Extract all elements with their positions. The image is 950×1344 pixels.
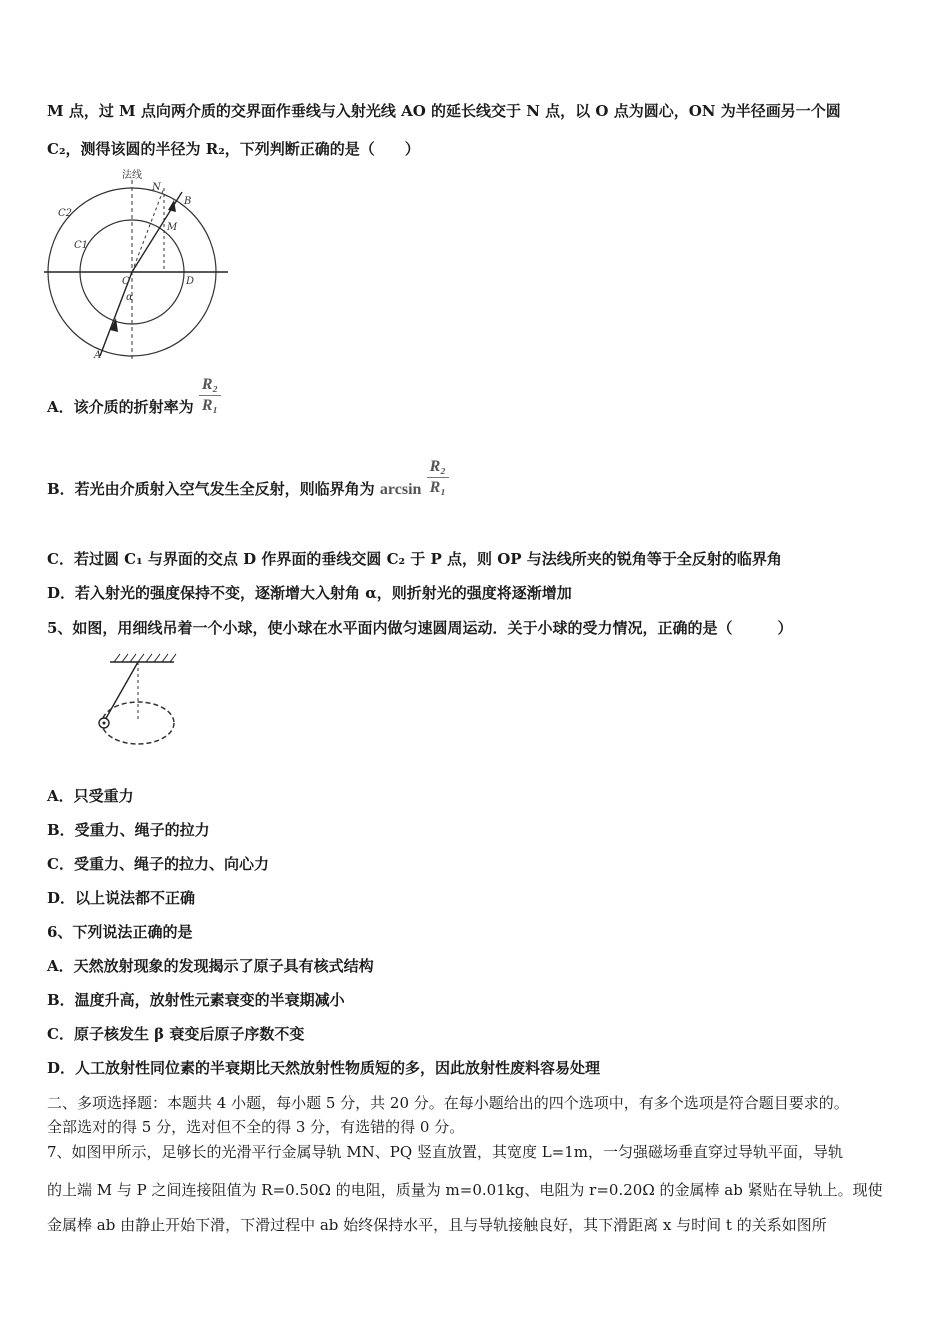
q4-option-d: D．若入射光的强度保持不变，逐渐增大入射角 α，则折射光的强度将逐渐增加	[47, 584, 572, 602]
label-m: M	[167, 222, 178, 233]
label-c2: C2	[58, 208, 73, 219]
q6-option-a: A．天然放射现象的发现揭示了原子具有核式结构	[47, 957, 374, 975]
fraction-r2-r1-b	[427, 457, 449, 498]
fraction-r2-r1	[199, 375, 221, 416]
fraction-denominator: R₁	[201, 396, 219, 414]
extension-line	[132, 188, 164, 272]
fraction-numerator: R₂	[199, 375, 221, 396]
conical-pendulum-figure	[84, 648, 214, 756]
q6-stem: 6、下列说法正确的是	[47, 923, 193, 941]
label-b: B	[184, 196, 192, 207]
label-d: D	[186, 276, 195, 287]
q5-stem: 5、如图，用细线吊着一个小球，使小球在水平面内做匀速圆周运动．关于小球的受力情况，正确的是（ ）	[47, 619, 793, 637]
label-a: A	[94, 350, 102, 361]
q5-option-c: C．受重力、绳子的拉力、向心力	[47, 855, 269, 873]
arcsin-label: arcsin	[379, 481, 422, 498]
fraction-numerator-b: R₂	[427, 457, 449, 478]
q7-line2: 的上端 M 与 P 之间连接阻值为 R=0.50Ω 的电阻，质量为 m=0.01kg、电阻为 r=0.20Ω 的金属棒 ab 紧贴在导轨上。现使	[47, 1181, 883, 1199]
label-n: N	[152, 182, 161, 193]
q4-stem-line1: M 点，过 M 点向两介质的交界面作垂线与入射光线 AO 的延长线交于 N 点，以 O 点为圆心，ON 为半径画另一个圆	[47, 102, 841, 120]
q4-option-b-text: B．若光由介质射入空气发生全反射，则临界角为	[47, 480, 375, 498]
string-line	[105, 662, 138, 720]
normal-label: 法线	[122, 170, 142, 181]
q4-option-a	[47, 375, 221, 418]
q4-option-c: C．若过圆 C₁ 与界面的交点 D 作界面的垂线交圆 C₂ 于 P 点，则 OP 与法线所夹的锐角等于全反射的临界角	[47, 550, 782, 568]
circular-path	[102, 702, 174, 744]
label-o: O	[122, 276, 131, 287]
q4-option-a-text: A．该介质的折射率为	[47, 398, 194, 416]
ball-center	[103, 722, 106, 725]
q5-option-b: B．受重力、绳子的拉力	[47, 821, 210, 839]
q7-line3: 金属棒 ab 由静止开始下滑，下滑过程中 ab 始终保持水平，且与导轨接触良好，其下滑距离 x 与时间 t 的关系如图所	[47, 1216, 827, 1234]
q6-option-c: C．原子核发生 β 衰变后原子序数不变	[47, 1025, 305, 1043]
section2-heading-line2: 全部选对的得 5 分，选对但不全的得 3 分，有选错的得 0 分。	[47, 1118, 465, 1136]
q6-option-d: D．人工放射性同位素的半衰期比天然放射性物质短的多，因此放射性废料容易处理	[47, 1059, 601, 1077]
section2-heading-line1: 二、多项选择题：本题共 4 小题，每小题 5 分，共 20 分。在每小题给出的四个选项中，有多个选项是符合题目要求的。	[47, 1094, 849, 1112]
ceiling-hatch	[114, 654, 176, 662]
label-alpha: α	[126, 292, 133, 303]
q5-option-d: D．以上说法都不正确	[47, 889, 196, 907]
label-c1: C1	[74, 240, 89, 251]
q7-line1: 7、如图甲所示，足够长的光滑平行金属导轨 MN、PQ 竖直放置，其宽度 L=1m，一匀强磁场垂直穿过导轨平面，导轨	[47, 1143, 844, 1161]
refraction-figure	[44, 166, 234, 362]
q5-option-a: A．只受重力	[47, 787, 134, 805]
q4-option-b	[47, 457, 449, 501]
fraction-denominator-b: R₁	[429, 478, 446, 496]
refracted-arrow	[168, 200, 176, 212]
q4-stem-line2: C₂，测得该圆的半径为 R₂，下列判断正确的是（ ）	[47, 140, 420, 158]
q6-option-b: B．温度升高，放射性元素衰变的半衰期减小	[47, 991, 345, 1009]
